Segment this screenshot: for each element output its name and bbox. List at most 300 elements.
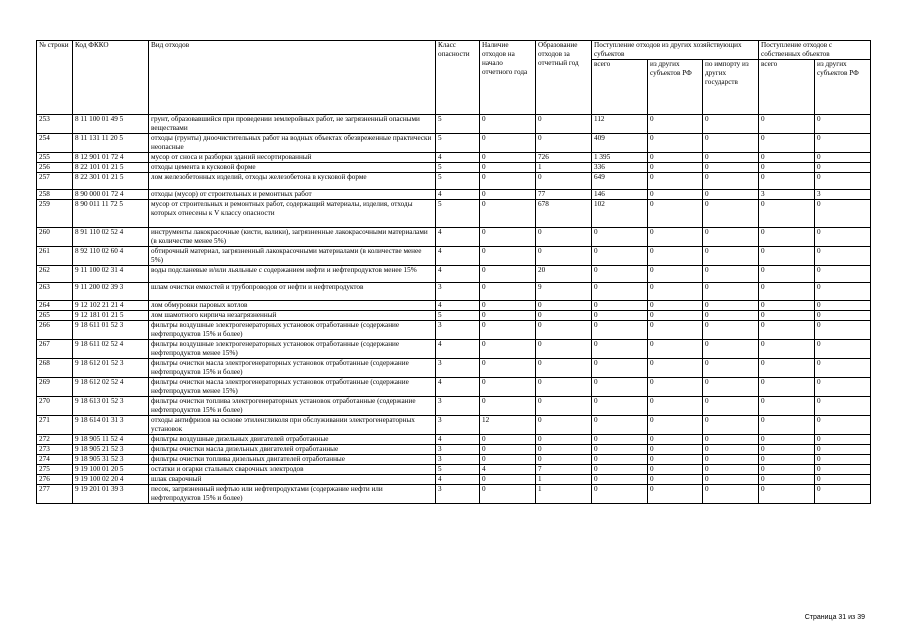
cell-hazard-class: 4: [436, 301, 480, 311]
cell-waste-type: шлам очистки емкостей и трубопроводов от нефти и нефтепродуктов: [149, 283, 436, 301]
cell-incoming-rf: 0: [648, 173, 703, 190]
cell-row-number: 258: [37, 190, 73, 200]
cell-incoming-total: 0: [592, 228, 648, 247]
cell-own-total: 0: [759, 455, 815, 465]
cell-incoming-import: 0: [703, 445, 759, 455]
cell-own-total: 0: [759, 485, 815, 504]
cell-generated: 0: [536, 416, 592, 435]
cell-own-rf: 0: [815, 455, 871, 465]
cell-incoming-rf: 0: [648, 465, 703, 475]
page-number: Страница 31 из 39: [804, 614, 865, 621]
cell-hazard-class: 3: [436, 416, 480, 435]
cell-incoming-import: 0: [703, 321, 759, 340]
cell-hazard-class: 3: [436, 283, 480, 301]
cell-incoming-total: 0: [592, 455, 648, 465]
table-row: [37, 465, 871, 475]
cell-fkko-code: 9 18 612 02 52 4: [73, 378, 149, 397]
cell-waste-type: фильтры очистки топлива дизельных двигателей отработанные: [149, 455, 436, 465]
cell-own-rf: 0: [815, 266, 871, 283]
cell-incoming-total: 102: [592, 200, 648, 228]
cell-own-total: 0: [759, 416, 815, 435]
table-row: [37, 435, 871, 445]
cell-incoming-total: 649: [592, 173, 648, 190]
cell-incoming-rf: 0: [648, 200, 703, 228]
cell-incoming-total: 146: [592, 190, 648, 200]
cell-own-rf: 0: [815, 485, 871, 504]
cell-generated: 0: [536, 134, 592, 153]
cell-fkko-code: 8 92 110 02 60 4: [73, 247, 149, 266]
cell-waste-type: фильтры очистки топлива электрогенераторных установок отработанные (содержание нефтепродуктов 15% и более): [149, 397, 436, 416]
cell-hazard-class: 5: [436, 134, 480, 153]
table-header-row: [37, 41, 871, 115]
cell-opening-balance: 0: [480, 321, 536, 340]
cell-generated: 0: [536, 397, 592, 416]
cell-fkko-code: 9 19 100 02 20 4: [73, 475, 149, 485]
cell-own-rf: 0: [815, 475, 871, 485]
cell-fkko-code: 9 12 102 21 21 4: [73, 301, 149, 311]
cell-fkko-code: 8 22 301 01 21 5: [73, 173, 149, 190]
cell-own-rf: 0: [815, 445, 871, 455]
cell-incoming-import: 0: [703, 173, 759, 190]
table-row: [37, 311, 871, 321]
cell-opening-balance: 0: [480, 115, 536, 134]
cell-own-total: 0: [759, 247, 815, 266]
cell-row-number: 257: [37, 173, 73, 190]
cell-incoming-import: 0: [703, 266, 759, 283]
cell-own-rf: 0: [815, 340, 871, 359]
cell-row-number: 269: [37, 378, 73, 397]
cell-own-rf: 0: [815, 163, 871, 173]
table-row: [37, 340, 871, 359]
cell-incoming-total: 0: [592, 266, 648, 283]
cell-generated: 0: [536, 311, 592, 321]
cell-opening-balance: 0: [480, 200, 536, 228]
cell-waste-type: мусор от строительных и ремонтных работ, содержащий материалы, изделия, отходы которых отнесены к V классу опасности: [149, 200, 436, 228]
cell-incoming-rf: 0: [648, 266, 703, 283]
cell-own-total: 0: [759, 321, 815, 340]
cell-incoming-import: 0: [703, 311, 759, 321]
table-row: [37, 445, 871, 455]
cell-incoming-rf: 0: [648, 153, 703, 163]
header-incoming-rf: из других субъектов РФ: [648, 60, 703, 114]
cell-waste-type: воды подсланевые и/или льяльные с содержанием нефти и нефтепродуктов менее 15%: [149, 266, 436, 283]
table-row: [37, 134, 871, 153]
cell-generated: 77: [536, 190, 592, 200]
cell-generated: 7: [536, 465, 592, 475]
cell-opening-balance: 4: [480, 465, 536, 475]
header-own-title: Поступление отходов с собственных объектов: [759, 41, 870, 60]
cell-incoming-rf: 0: [648, 247, 703, 266]
cell-incoming-rf: 0: [648, 190, 703, 200]
cell-incoming-import: 0: [703, 247, 759, 266]
cell-opening-balance: 0: [480, 153, 536, 163]
cell-fkko-code: 8 11 100 01 49 5: [73, 115, 149, 134]
cell-opening-balance: 0: [480, 435, 536, 445]
cell-row-number: 266: [37, 321, 73, 340]
cell-hazard-class: 4: [436, 435, 480, 445]
cell-own-rf: 0: [815, 173, 871, 190]
cell-generated: 0: [536, 445, 592, 455]
header-incoming-title: Поступление отходов из других хозяйствующих субъектов: [592, 41, 758, 60]
cell-waste-type: фильтры воздушные дизельных двигателей отработанные: [149, 435, 436, 445]
cell-waste-type: фильтры воздушные электрогенераторных установок отработанные (содержание нефтепродуктов менее 15%): [149, 340, 436, 359]
cell-hazard-class: 5: [436, 311, 480, 321]
cell-incoming-import: 0: [703, 378, 759, 397]
table-body: [37, 115, 871, 504]
cell-own-total: 0: [759, 465, 815, 475]
table-row: [37, 455, 871, 465]
cell-hazard-class: 5: [436, 115, 480, 134]
cell-own-rf: 0: [815, 247, 871, 266]
cell-row-number: 254: [37, 134, 73, 153]
cell-own-rf: 0: [815, 465, 871, 475]
cell-row-number: 261: [37, 247, 73, 266]
cell-own-total: 0: [759, 301, 815, 311]
cell-own-rf: 0: [815, 435, 871, 445]
waste-table: [36, 40, 871, 504]
cell-incoming-import: 0: [703, 359, 759, 378]
cell-generated: 20: [536, 266, 592, 283]
cell-incoming-import: 0: [703, 435, 759, 445]
cell-own-total: 0: [759, 475, 815, 485]
cell-fkko-code: 9 18 905 21 52 3: [73, 445, 149, 455]
cell-opening-balance: 0: [480, 266, 536, 283]
cell-incoming-import: 0: [703, 485, 759, 504]
cell-row-number: 275: [37, 465, 73, 475]
cell-incoming-total: 0: [592, 485, 648, 504]
header-incoming-import: по импорту из других государств: [705, 60, 749, 86]
cell-incoming-rf: 0: [648, 301, 703, 311]
cell-fkko-code: 9 18 905 11 52 4: [73, 435, 149, 445]
cell-waste-type: мусор от сноса и разборки зданий несортированный: [149, 153, 436, 163]
cell-opening-balance: 0: [480, 283, 536, 301]
cell-hazard-class: 3: [436, 485, 480, 504]
cell-incoming-import: 0: [703, 397, 759, 416]
cell-generated: 0: [536, 435, 592, 445]
cell-incoming-total: 0: [592, 340, 648, 359]
cell-row-number: 259: [37, 200, 73, 228]
cell-row-number: 273: [37, 445, 73, 455]
cell-waste-type: песок, загрязненный нефтью или нефтепродуктами (содержание нефти или нефтепродуктов 15% и более): [149, 485, 436, 504]
cell-fkko-code: 8 90 000 01 72 4: [73, 190, 149, 200]
cell-waste-type: лом шамотного кирпича незагрязненный: [149, 311, 436, 321]
cell-incoming-total: 0: [592, 465, 648, 475]
cell-own-total: 0: [759, 153, 815, 163]
cell-incoming-total: 0: [592, 435, 648, 445]
cell-generated: 1: [536, 485, 592, 504]
cell-opening-balance: 0: [480, 445, 536, 455]
cell-incoming-rf: 0: [648, 416, 703, 435]
cell-generated: 0: [536, 321, 592, 340]
cell-own-total: 0: [759, 173, 815, 190]
table-row: [37, 200, 871, 228]
header-incoming-total: всего: [592, 60, 648, 114]
cell-opening-balance: 0: [480, 173, 536, 190]
cell-generated: 678: [536, 200, 592, 228]
cell-own-rf: 0: [815, 321, 871, 340]
cell-incoming-import: 0: [703, 301, 759, 311]
cell-hazard-class: 3: [436, 321, 480, 340]
cell-waste-type: лом железобетонных изделий, отходы железобетона в кусковой форме: [149, 173, 436, 190]
cell-incoming-total: 1 395: [592, 153, 648, 163]
cell-waste-type: отходы (грунты) дноочистительных работ на водных объектах обезвреженные практически неопасные: [149, 134, 436, 153]
cell-incoming-import: 0: [703, 153, 759, 163]
cell-own-total: 3: [759, 190, 815, 200]
cell-fkko-code: 9 18 611 01 52 3: [73, 321, 149, 340]
header-opening-balance: Наличие отходов на начало отчетного года: [480, 41, 536, 115]
cell-fkko-code: 8 91 110 02 52 4: [73, 228, 149, 247]
cell-incoming-total: 0: [592, 378, 648, 397]
cell-incoming-rf: 0: [648, 359, 703, 378]
cell-fkko-code: 8 90 011 11 72 5: [73, 200, 149, 228]
table-row: [37, 301, 871, 311]
cell-generated: 1: [536, 475, 592, 485]
cell-incoming-import: 0: [703, 163, 759, 173]
cell-opening-balance: 0: [480, 397, 536, 416]
cell-hazard-class: 5: [436, 200, 480, 228]
cell-incoming-total: 0: [592, 321, 648, 340]
cell-row-number: 264: [37, 301, 73, 311]
cell-incoming-import: 0: [703, 115, 759, 134]
cell-own-total: 0: [759, 359, 815, 378]
cell-incoming-rf: 0: [648, 378, 703, 397]
cell-waste-type: фильтры воздушные электрогенераторных установок отработанные (содержание нефтепродуктов 15% и более): [149, 321, 436, 340]
cell-fkko-code: 8 11 131 11 20 5: [73, 134, 149, 153]
cell-incoming-import: 0: [703, 465, 759, 475]
cell-incoming-total: 409: [592, 134, 648, 153]
cell-incoming-total: 112: [592, 115, 648, 134]
table-row: [37, 247, 871, 266]
cell-fkko-code: 9 19 201 01 39 3: [73, 485, 149, 504]
header-hazard-class: Класс опасности: [436, 41, 480, 115]
cell-fkko-code: 8 12 901 01 72 4: [73, 153, 149, 163]
cell-own-rf: 0: [815, 153, 871, 163]
cell-incoming-import: 0: [703, 340, 759, 359]
cell-row-number: 272: [37, 435, 73, 445]
cell-row-number: 255: [37, 153, 73, 163]
cell-fkko-code: 9 18 613 01 52 3: [73, 397, 149, 416]
cell-hazard-class: 4: [436, 228, 480, 247]
cell-generated: 0: [536, 378, 592, 397]
cell-hazard-class: 4: [436, 378, 480, 397]
cell-hazard-class: 4: [436, 340, 480, 359]
table-row: [37, 397, 871, 416]
cell-own-rf: 0: [815, 311, 871, 321]
table-row: [37, 163, 871, 173]
cell-own-total: 0: [759, 445, 815, 455]
cell-incoming-import: 0: [703, 283, 759, 301]
cell-own-rf: 0: [815, 301, 871, 311]
cell-fkko-code: 9 18 614 01 31 3: [73, 416, 149, 435]
cell-incoming-rf: 0: [648, 311, 703, 321]
cell-waste-type: фильтры очистки масла электрогенераторных установок отработанные (содержание нефтепродуктов менее 15%): [149, 378, 436, 397]
cell-generated: 0: [536, 247, 592, 266]
cell-fkko-code: 9 12 181 01 21 5: [73, 311, 149, 321]
cell-own-rf: 0: [815, 200, 871, 228]
cell-waste-type: инструменты лакокрасочные (кисти, валики), загрязненные лакокрасочными материалами (в количестве менее 5%): [149, 228, 436, 247]
cell-waste-type: фильтры очистки масла электрогенераторных установок отработанные (содержание нефтепродуктов 15% и более): [149, 359, 436, 378]
cell-own-rf: 0: [815, 134, 871, 153]
table-row: [37, 359, 871, 378]
cell-own-rf: 0: [815, 416, 871, 435]
cell-fkko-code: 9 19 100 01 20 5: [73, 465, 149, 475]
cell-incoming-total: 0: [592, 397, 648, 416]
cell-incoming-rf: 0: [648, 455, 703, 465]
cell-opening-balance: 0: [480, 455, 536, 465]
cell-generated: 0: [536, 340, 592, 359]
cell-generated: 0: [536, 173, 592, 190]
table-row: [37, 266, 871, 283]
cell-incoming-rf: 0: [648, 340, 703, 359]
cell-generated: 0: [536, 115, 592, 134]
cell-fkko-code: 9 18 905 31 52 3: [73, 455, 149, 465]
cell-hazard-class: 5: [436, 465, 480, 475]
cell-opening-balance: 0: [480, 311, 536, 321]
cell-incoming-rf: 0: [648, 283, 703, 301]
table-row: [37, 485, 871, 504]
cell-row-number: 268: [37, 359, 73, 378]
table-row: [37, 228, 871, 247]
cell-row-number: 270: [37, 397, 73, 416]
cell-fkko-code: 8 22 101 01 21 5: [73, 163, 149, 173]
cell-generated: 726: [536, 153, 592, 163]
cell-opening-balance: 0: [480, 340, 536, 359]
cell-own-total: 0: [759, 228, 815, 247]
cell-incoming-total: 0: [592, 475, 648, 485]
cell-incoming-rf: 0: [648, 397, 703, 416]
cell-fkko-code: 9 11 200 02 39 3: [73, 283, 149, 301]
cell-opening-balance: 0: [480, 475, 536, 485]
table-row: [37, 378, 871, 397]
table-row: [37, 190, 871, 200]
header-incoming-group: [592, 41, 759, 115]
cell-incoming-rf: 0: [648, 445, 703, 455]
table-row: [37, 475, 871, 485]
cell-own-rf: 0: [815, 115, 871, 134]
cell-hazard-class: 4: [436, 266, 480, 283]
cell-own-rf: 0: [815, 359, 871, 378]
cell-own-rf: 0: [815, 283, 871, 301]
cell-opening-balance: 0: [480, 163, 536, 173]
header-own-rf: из других субъектов РФ: [817, 60, 859, 77]
cell-own-total: 0: [759, 311, 815, 321]
cell-own-total: 0: [759, 200, 815, 228]
cell-own-rf: 0: [815, 228, 871, 247]
cell-incoming-total: 0: [592, 301, 648, 311]
cell-incoming-total: 0: [592, 359, 648, 378]
cell-generated: 0: [536, 228, 592, 247]
cell-waste-type: лом обмуровки паровых котлов: [149, 301, 436, 311]
cell-row-number: 260: [37, 228, 73, 247]
cell-hazard-class: 5: [436, 163, 480, 173]
cell-opening-balance: 0: [480, 134, 536, 153]
header-own-total: всего: [759, 60, 815, 114]
cell-opening-balance: 0: [480, 228, 536, 247]
cell-hazard-class: 5: [436, 173, 480, 190]
table-row: [37, 416, 871, 435]
cell-hazard-class: 4: [436, 247, 480, 266]
cell-own-total: 0: [759, 134, 815, 153]
cell-incoming-import: 0: [703, 455, 759, 465]
cell-waste-type: фильтры очистки масла дизельных двигателей отработанные: [149, 445, 436, 455]
cell-opening-balance: 0: [480, 301, 536, 311]
cell-generated: 9: [536, 283, 592, 301]
cell-row-number: 274: [37, 455, 73, 465]
header-generated: Образование отходов за отчетный год: [536, 41, 592, 115]
cell-generated: 0: [536, 359, 592, 378]
table-row: [37, 115, 871, 134]
cell-opening-balance: 0: [480, 190, 536, 200]
cell-fkko-code: 9 11 100 02 31 4: [73, 266, 149, 283]
cell-incoming-rf: 0: [648, 115, 703, 134]
cell-opening-balance: 0: [480, 359, 536, 378]
cell-own-rf: 0: [815, 378, 871, 397]
cell-incoming-import: 0: [703, 200, 759, 228]
cell-row-number: 276: [37, 475, 73, 485]
cell-waste-type: остатки и огарки стальных сварочных электродов: [149, 465, 436, 475]
cell-generated: 0: [536, 301, 592, 311]
cell-opening-balance: 12: [480, 416, 536, 435]
cell-waste-type: обтирочный материал, загрязненный лакокрасочными материалами (в количестве менее 5%): [149, 247, 436, 266]
cell-own-total: 0: [759, 115, 815, 134]
cell-hazard-class: 3: [436, 359, 480, 378]
cell-waste-type: отходы цемента в кусковой форме: [149, 163, 436, 173]
cell-generated: 0: [536, 455, 592, 465]
cell-row-number: 262: [37, 266, 73, 283]
cell-row-number: 267: [37, 340, 73, 359]
cell-incoming-rf: 0: [648, 134, 703, 153]
cell-generated: 1: [536, 163, 592, 173]
cell-hazard-class: 3: [436, 445, 480, 455]
cell-own-total: 0: [759, 266, 815, 283]
cell-incoming-total: 0: [592, 311, 648, 321]
cell-incoming-total: 0: [592, 283, 648, 301]
header-fkko-code: Код ФККО: [73, 41, 149, 115]
cell-hazard-class: 4: [436, 153, 480, 163]
cell-fkko-code: 9 18 611 02 52 4: [73, 340, 149, 359]
cell-hazard-class: 3: [436, 397, 480, 416]
cell-incoming-import: 0: [703, 134, 759, 153]
cell-waste-type: отходы антифризов на основе этиленгликоля при обслуживании электрогенераторных установок: [149, 416, 436, 435]
cell-hazard-class: 4: [436, 475, 480, 485]
cell-own-rf: 0: [815, 397, 871, 416]
table-row: [37, 153, 871, 163]
cell-fkko-code: 9 18 612 01 52 3: [73, 359, 149, 378]
cell-hazard-class: 4: [436, 190, 480, 200]
cell-own-total: 0: [759, 163, 815, 173]
cell-opening-balance: 0: [480, 378, 536, 397]
cell-incoming-rf: 0: [648, 485, 703, 504]
cell-own-rf: 3: [815, 190, 871, 200]
cell-own-total: 0: [759, 435, 815, 445]
cell-incoming-import: 0: [703, 190, 759, 200]
cell-incoming-total: 336: [592, 163, 648, 173]
cell-waste-type: отходы (мусор) от строительных и ремонтных работ: [149, 190, 436, 200]
cell-row-number: 256: [37, 163, 73, 173]
table-row: [37, 173, 871, 190]
cell-incoming-total: 0: [592, 247, 648, 266]
cell-row-number: 277: [37, 485, 73, 504]
cell-own-total: 0: [759, 397, 815, 416]
header-own-group: [759, 41, 871, 115]
cell-own-total: 0: [759, 340, 815, 359]
cell-own-total: 0: [759, 283, 815, 301]
cell-row-number: 265: [37, 311, 73, 321]
cell-row-number: 253: [37, 115, 73, 134]
header-waste-type: Вид отходов: [149, 41, 436, 115]
cell-waste-type: шлак сварочный: [149, 475, 436, 485]
cell-incoming-total: 0: [592, 416, 648, 435]
